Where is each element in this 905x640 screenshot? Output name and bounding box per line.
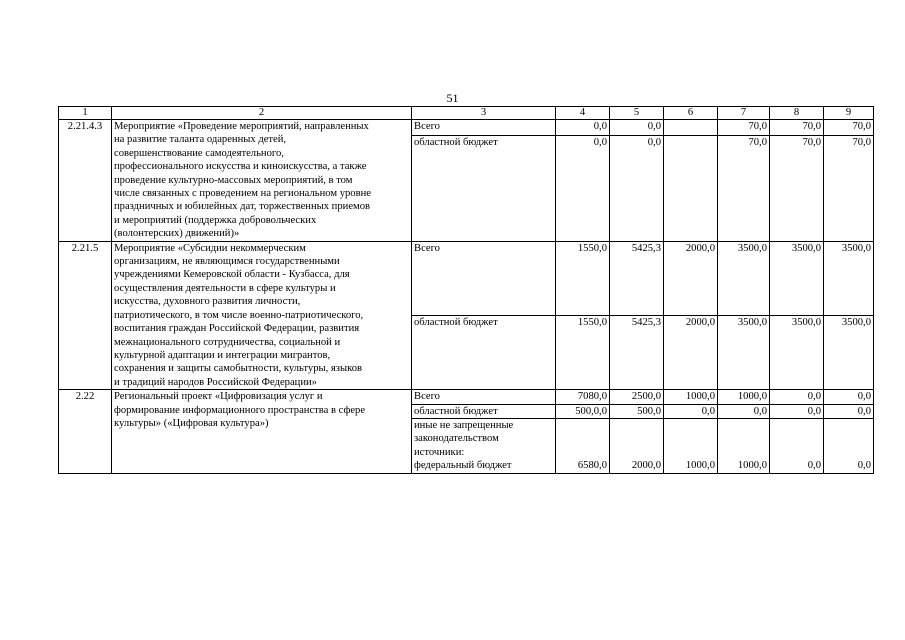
amount-cell: 3500,0 bbox=[824, 241, 874, 315]
item-description: Мероприятие «Проведение мероприятий, направленных на развитие таланта одаренных детей, совершенствование самодеятельного, профессионального искусства и киноискусства, а также проведение культурно-массовых мероприятий, в том числе связанных с проведением на региональном уровне праздничных и юбилейных дат, торжественных приемов и мероприятий (поддержка добровольческих (волонтерских) движений)» bbox=[112, 120, 412, 242]
amount-cell bbox=[664, 135, 718, 241]
amount-cell: 1550,0 bbox=[556, 241, 610, 315]
amount-cell: 0,0 bbox=[610, 120, 664, 136]
amount-cell: 0,0 bbox=[770, 404, 824, 418]
amount-cell: 3500,0 bbox=[824, 315, 874, 389]
amount-cell: 2000,0 bbox=[664, 315, 718, 389]
funding-source: Всего bbox=[412, 241, 556, 315]
amount-cell: 1550,0 bbox=[556, 315, 610, 389]
amount-cell: 70,0 bbox=[718, 120, 770, 136]
amount-cell: 0,0 bbox=[824, 404, 874, 418]
funding-source: областной бюджет bbox=[412, 404, 556, 418]
amount-cell: 1000,0 bbox=[718, 390, 770, 404]
column-header: 4 bbox=[556, 107, 610, 120]
amount-cell: 2000,0 bbox=[610, 418, 664, 473]
item-description: Региональный проект «Цифровизация услуг и формирование информационного пространства в сфере культуры» («Цифровая культура») bbox=[112, 390, 412, 473]
amount-cell: 7080,0 bbox=[556, 390, 610, 404]
amount-cell: 6580,0 bbox=[556, 418, 610, 473]
amount-cell: 0,0 bbox=[556, 120, 610, 136]
amount-cell: 1000,0 bbox=[664, 418, 718, 473]
amount-cell: 500,0,0 bbox=[556, 404, 610, 418]
amount-cell: 5425,3 bbox=[610, 241, 664, 315]
column-header: 5 bbox=[610, 107, 664, 120]
column-header: 3 bbox=[412, 107, 556, 120]
amount-cell: 70,0 bbox=[770, 120, 824, 136]
amount-cell: 0,0 bbox=[824, 390, 874, 404]
amount-cell: 500,0 bbox=[610, 404, 664, 418]
amount-cell: 3500,0 bbox=[718, 241, 770, 315]
amount-cell: 3500,0 bbox=[718, 315, 770, 389]
column-header: 7 bbox=[718, 107, 770, 120]
column-header: 9 bbox=[824, 107, 874, 120]
amount-cell: 3500,0 bbox=[770, 315, 824, 389]
column-header: 6 bbox=[664, 107, 718, 120]
column-number-header-row bbox=[59, 107, 874, 120]
item-code: 2.21.4.3 bbox=[59, 120, 112, 242]
table-row bbox=[59, 120, 874, 136]
amount-cell: 0,0 bbox=[610, 135, 664, 241]
amount-cell: 0,0 bbox=[556, 135, 610, 241]
funding-source: областной бюджет bbox=[412, 135, 556, 241]
funding-source: областной бюджет bbox=[412, 315, 556, 389]
amount-cell: 0,0 bbox=[770, 418, 824, 473]
amount-cell: 70,0 bbox=[824, 120, 874, 136]
amount-cell: 70,0 bbox=[718, 135, 770, 241]
item-code: 2.22 bbox=[59, 390, 112, 473]
amount-cell: 70,0 bbox=[770, 135, 824, 241]
item-description: Мероприятие «Субсидии некоммерческим организациям, не являющимся государственными учреждениями Кемеровской области - Кузбасса, для осуществления деятельности в сфере культуры и искусства, духовного развития личности, патриотического, в том числе военно-патриотического, воспитания граждан Российской Федерации, развития межнационального сотрудничества, социальной и культурной адаптации и интеграции мигрантов, сохранения и защиты самобытности, культуры, языков и традиций народов Российской Федерации» bbox=[112, 241, 412, 389]
column-header: 2 bbox=[112, 107, 412, 120]
page-number: 51 bbox=[446, 91, 459, 105]
table-row bbox=[59, 390, 874, 404]
amount-cell: 5425,3 bbox=[610, 315, 664, 389]
funding-source: Всего bbox=[412, 390, 556, 404]
item-code: 2.21.5 bbox=[59, 241, 112, 389]
amount-cell: 3500,0 bbox=[770, 241, 824, 315]
amount-cell: 0,0 bbox=[718, 404, 770, 418]
amount-cell: 0,0 bbox=[824, 418, 874, 473]
amount-cell: 2000,0 bbox=[664, 241, 718, 315]
amount-cell: 0,0 bbox=[664, 404, 718, 418]
table-row bbox=[59, 241, 874, 315]
column-header: 8 bbox=[770, 107, 824, 120]
amount-cell: 2500,0 bbox=[610, 390, 664, 404]
funding-source: Всего bbox=[412, 120, 556, 136]
funding-source: иные не запрещенные законодательством источники: федеральный бюджет bbox=[412, 418, 556, 473]
amount-cell: 1000,0 bbox=[664, 390, 718, 404]
column-header: 1 bbox=[59, 107, 112, 120]
budget-table bbox=[58, 106, 874, 474]
amount-cell: 1000,0 bbox=[718, 418, 770, 473]
amount-cell: 70,0 bbox=[824, 135, 874, 241]
amount-cell bbox=[664, 120, 718, 136]
amount-cell: 0,0 bbox=[770, 390, 824, 404]
